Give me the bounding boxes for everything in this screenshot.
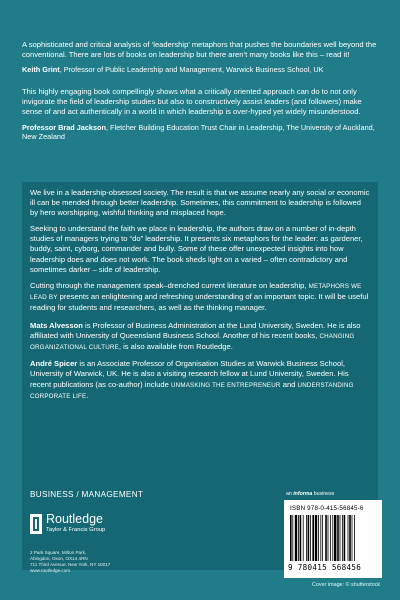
cover-image-credit: Cover image: © shutterstock <box>312 582 381 588</box>
barcode-bar <box>352 515 353 561</box>
subject-category: BUSINESS / MANAGEMENT <box>30 490 144 499</box>
endorsement-2-attribution <box>22 123 378 142</box>
endorsement-2-affiliation: , Fletcher Building Education Trust Chair in Leadership, The University of Auckland, New Zealand <box>22 122 375 142</box>
informa-suffix: business <box>313 491 335 497</box>
barcode-bar <box>290 515 292 561</box>
barcode-bar <box>306 515 307 561</box>
author-2-bio-end: . <box>86 390 89 400</box>
address-line-4: www.routledge.com <box>30 568 71 573</box>
barcode-bar <box>348 515 349 561</box>
barcode-bar <box>328 515 329 561</box>
barcode-bar <box>334 515 336 561</box>
barcode-bar <box>349 515 351 561</box>
barcode-bar <box>310 515 311 561</box>
description-paragraph-2: Seeking to understand the faith we place in leadership, the authors draw on a number of in-depth studies of managers trying to “do” leadership. It presents six metaphors for the leader: as gardener, buddy, saint, cyborg, commander and bully. Some of these offer unexpected insights into how leadership does and does not work. The book sheds light on a varied – often contradictory and sometimes darker – side of leadership. <box>30 224 363 274</box>
book-title-inline: METAPHORS WE LEAD BY <box>30 282 362 301</box>
barcode-bar <box>325 515 327 561</box>
endorsement-1-affiliation: , Professor of Public Leadership and Management, Warwick Business School, UK <box>59 65 324 75</box>
description-p3-end: presents an enlightening and refreshing understanding of an important topic. It will be useful reading for students and researchers, as well as the thinking manager. <box>30 291 369 312</box>
endorsement-2-quote: This highly engaging book compellingly shows what a critically oriented approach can do to not only invigorate the field of leadership studies but also to constructively assist leaders (and followers) make sense of and act authentically in a world in which leadership is over-hyped yet widely misunderstood. <box>22 87 362 117</box>
author-2-name: André Spicer <box>30 359 78 369</box>
author-1-bio-start: is Professor of Business Administration at the Lund University, Sweden. He is also affiliated with University of Queensland Business School. Another of his recent books, <box>30 321 361 341</box>
isbn-number: ISBN 978-0-415-56845-6 <box>290 505 364 512</box>
description-paragraph-3 <box>30 281 370 313</box>
barcode-bar <box>342 515 343 561</box>
barcode-bar <box>303 515 304 561</box>
barcode-bar <box>330 515 331 561</box>
barcode-bar <box>298 515 299 561</box>
publisher-address <box>30 550 110 574</box>
endorsement-2 <box>22 87 378 142</box>
barcode-bar <box>300 515 302 561</box>
publisher-block <box>30 510 170 580</box>
barcode-bar <box>322 515 323 561</box>
publisher-name: Routledge <box>46 512 103 526</box>
barcode-bar <box>295 515 297 561</box>
author-2-bio-start: is an Associate Professor of Organisation Studies at Warwick Business School, University of Warwick, UK. He is also a visiting research fellow at Lund University, Sweden. His recent publications (as co-author) include <box>30 359 349 389</box>
author-bio-2 <box>30 359 370 401</box>
endorsement-2-name: Professor Brad Jackson <box>22 122 106 132</box>
barcode-bar <box>344 515 346 561</box>
informa-name: informa <box>293 491 313 497</box>
description-p3-start: Cutting through the management speak–drenched current literature on leadership, <box>30 280 307 290</box>
description-paragraph-1: We live in a leadership-obsessed society. The result is that we assume nearly any social or economic ill can be mended through better leadership. Sometimes, this commitment to leadership is followed by hero worshipping, wishful thinking and misplaced hope. <box>30 188 370 218</box>
address-line-1: 2 Park Square, Milton Park, <box>30 550 87 555</box>
endorsement-1 <box>22 40 378 75</box>
barcode-bar <box>332 515 333 561</box>
informa-prefix: an <box>286 491 292 497</box>
barcode-bar <box>315 515 317 561</box>
barcode-bar <box>308 515 310 561</box>
address-line-3: 711 Third Avenue, New York, NY 10017 <box>30 562 111 567</box>
endorsement-1-attribution <box>22 65 378 75</box>
endorsement-1-quote: A sophisticated and critical analysis of ‘leadership’ metaphors that pushes the boundaries well beyond the conventional. There are lots of books on leadership but there aren’t many books like this – read it! <box>22 40 377 60</box>
informa-business-mark <box>286 491 334 497</box>
description-body <box>22 182 378 402</box>
endorsement-1-name: Keith Grint <box>22 65 60 75</box>
barcode-bar <box>320 515 321 561</box>
publisher-subtitle: Taylor & Francis Group <box>46 527 106 533</box>
routledge-logo-icon <box>30 514 42 534</box>
author-1-book-title: CHANGING ORGANIZATIONAL CULTURE <box>30 333 355 352</box>
barcode-bar <box>312 515 314 561</box>
barcode-bar <box>340 515 341 561</box>
author-1-name: Mats Alvesson <box>30 321 83 331</box>
author-2-book-title: UNMASKING THE ENTREPRENEUR <box>171 381 281 389</box>
author-2-book-title-2: UNDERSTANDING CORPORATE LIFE <box>30 381 354 400</box>
barcode-box <box>284 500 382 578</box>
endorsements-section <box>22 40 378 180</box>
address-line-2: Abingdon, Oxon, OX14 4RN <box>30 556 88 561</box>
barcode-bar <box>354 515 355 561</box>
barcode-bar <box>337 515 339 561</box>
barcode-digits: 9 780415 568456 <box>288 563 362 572</box>
barcode-icon <box>290 515 376 561</box>
barcode-bar <box>292 515 293 561</box>
author-bio-1 <box>30 321 370 353</box>
author-2-bio-mid: and <box>282 379 296 389</box>
author-1-bio-end: , is also available from Routledge. <box>118 342 233 352</box>
barcode-bar <box>318 515 319 561</box>
